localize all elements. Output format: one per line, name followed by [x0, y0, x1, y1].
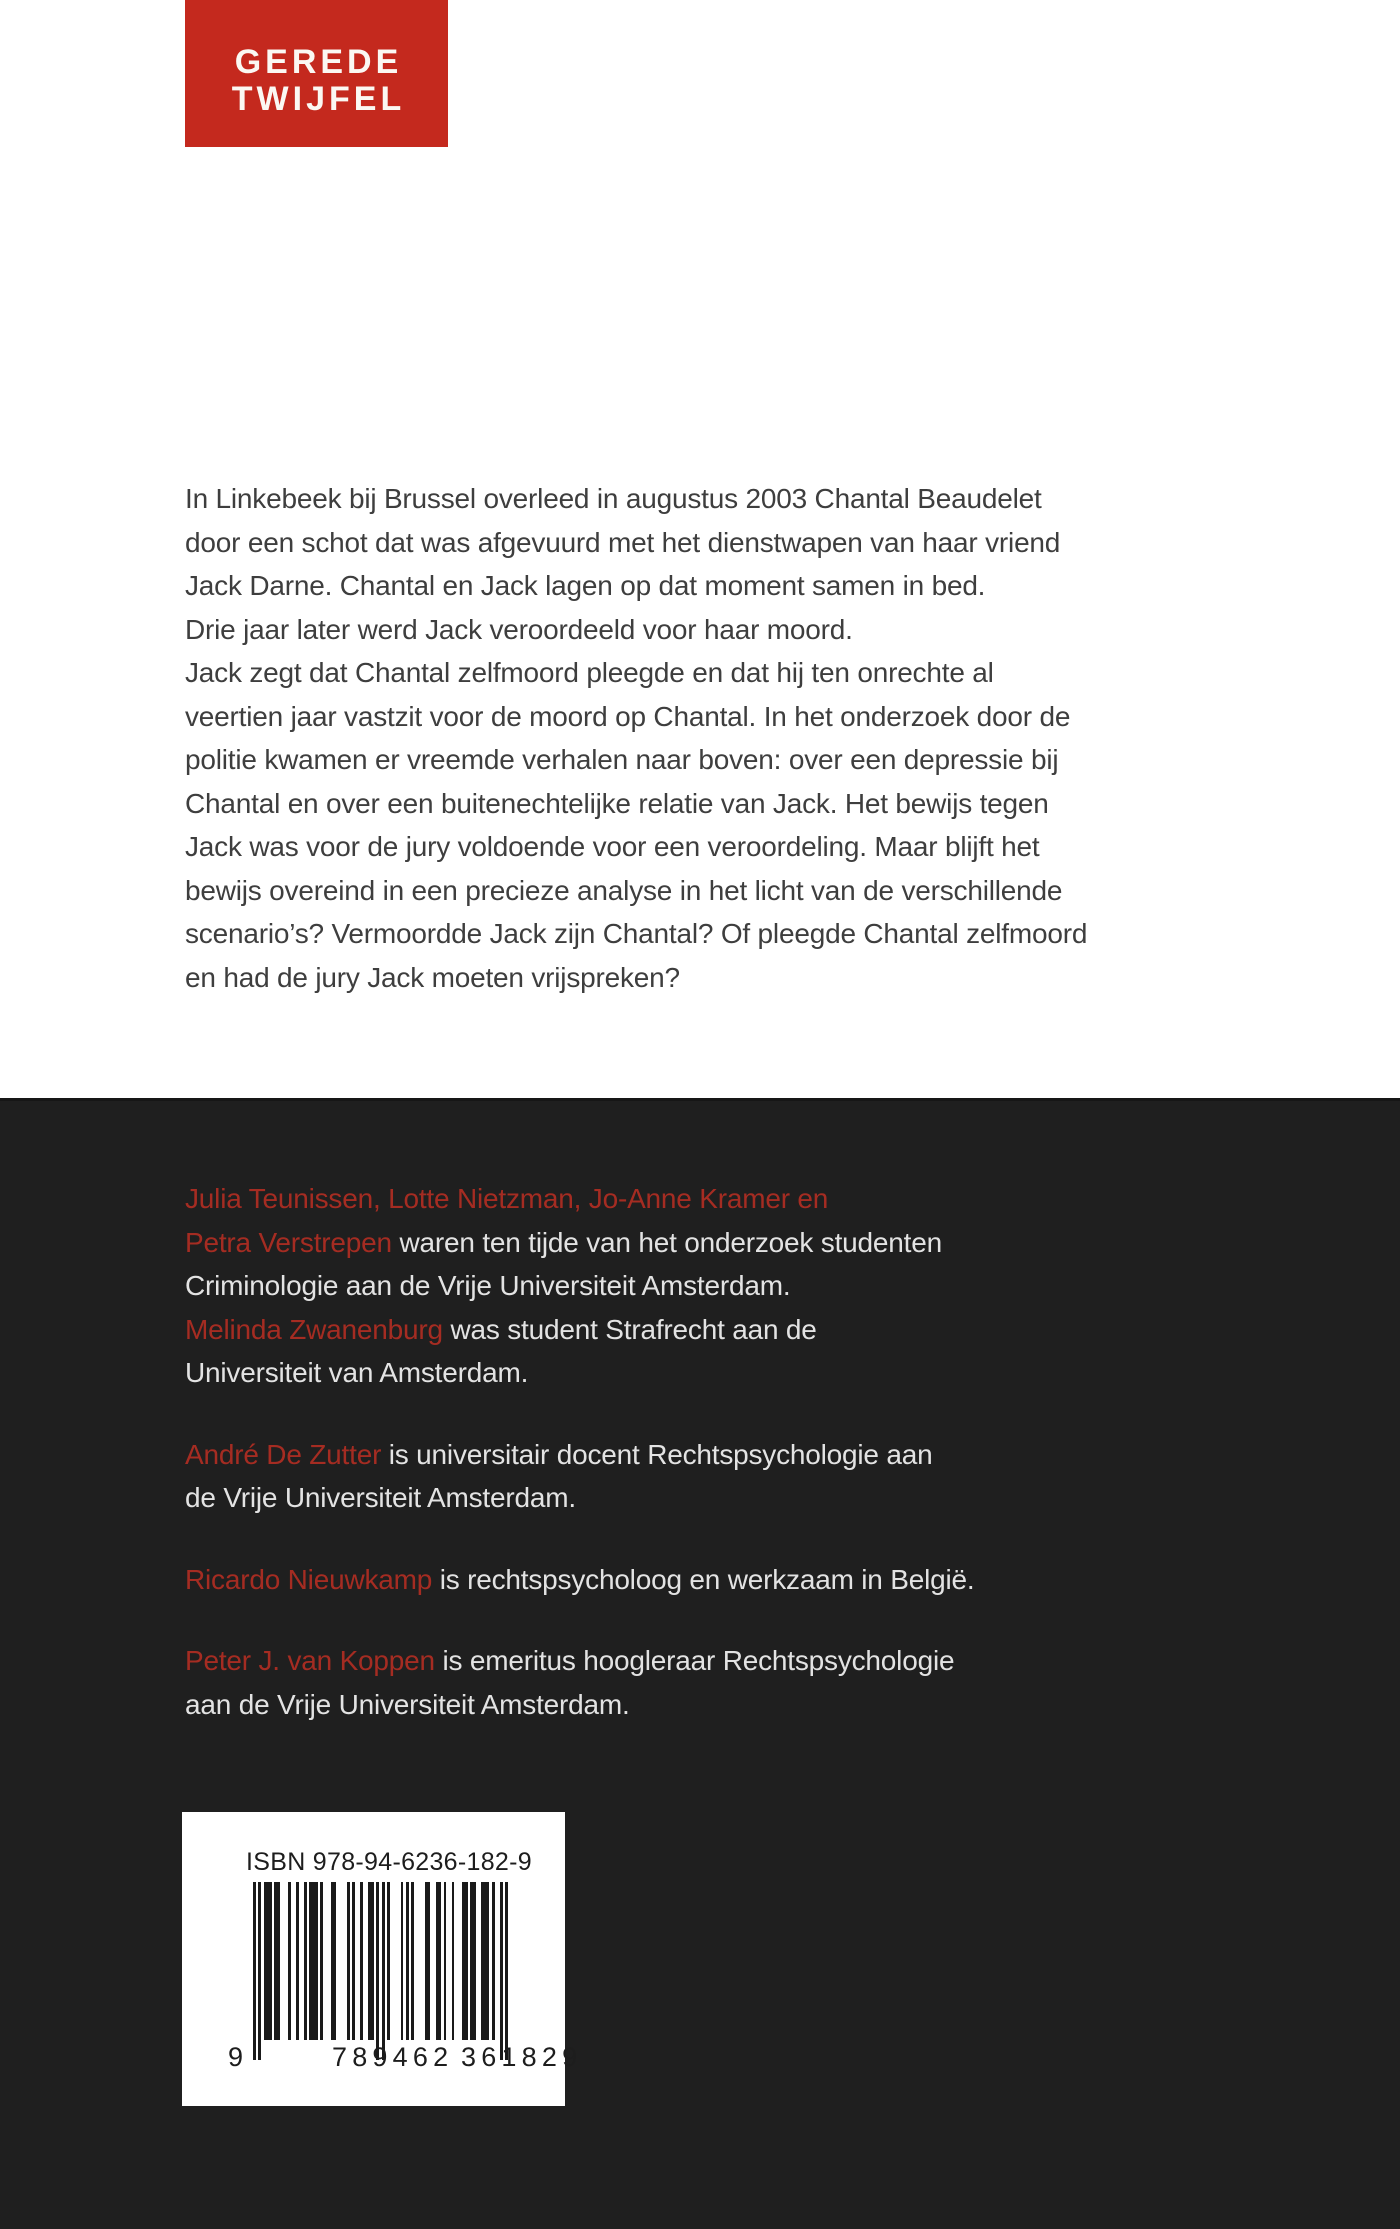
credit-text: Universiteit van Amsterdam.: [185, 1357, 529, 1388]
synopsis-line: Drie jaar later werd Jack veroordeeld voor haar moord.: [185, 613, 853, 645]
barcode-bar: [320, 1882, 323, 2040]
credits-line: [185, 1683, 1185, 1727]
barcode-bar: [505, 1882, 508, 2060]
logo-line-2: TWIJFEL: [231, 80, 406, 118]
barcode-bar: [371, 1882, 374, 2040]
synopsis-text: [185, 477, 1105, 999]
barcode-bar: [304, 1882, 307, 2040]
author-name: Peter J. van Koppen: [185, 1645, 435, 1676]
barcode-bar: [360, 1882, 363, 2040]
publisher-logo: [185, 0, 448, 147]
author-name: Julia Teunissen, Lotte Nietzman, Jo-Anne Kramer en: [185, 1183, 829, 1214]
barcode-bar: [444, 1882, 447, 2040]
barcode-digits-right-group: 361829: [461, 2042, 583, 2072]
barcode-bar: [288, 1882, 291, 2040]
barcode-bar: [382, 1882, 385, 2060]
barcode-bar: [269, 1882, 272, 2040]
barcode-bar: [452, 1882, 455, 2040]
barcode-bar: [253, 1882, 256, 2060]
isbn-label: ISBN 978-94-6236-182-9: [246, 1848, 532, 1876]
barcode-bar: [411, 1882, 414, 2040]
barcode-bar: [500, 1882, 503, 2060]
barcode-bar: [473, 1882, 476, 2040]
barcode-bar: [438, 1882, 441, 2040]
synopsis-line: bewijs overeind in een precieze analyse in het licht van de verschillende: [185, 874, 1063, 906]
author-name: André De Zutter: [185, 1438, 382, 1470]
credits-line: [185, 1433, 1185, 1477]
barcode-bar: [376, 1882, 379, 2060]
barcode-bar: [258, 1882, 261, 2060]
credit-text: is universitair docent Rechtspsychologie aan: [381, 1438, 933, 1470]
credits-line: [185, 1264, 1185, 1308]
ean13-barcode: [253, 1882, 508, 2060]
barcode-bar: [352, 1882, 355, 2040]
credits-line: [185, 1221, 1185, 1265]
barcode-bar: [277, 1882, 280, 2040]
barcode-digit-lead: 9: [228, 2042, 244, 2072]
barcode-bar: [492, 1882, 495, 2040]
credit-text: waren ten tijde van het onderzoek studenten: [391, 1226, 942, 1258]
synopsis-line: Jack zegt dat Chantal zelfmoord pleegde en dat hij ten onrechte al: [185, 657, 994, 688]
barcode-bar: [315, 1882, 318, 2040]
credit-text: was student Strafrecht aan de: [442, 1313, 817, 1345]
credits-line: [185, 1558, 1185, 1602]
barcode-digits-left-group: 789462: [332, 2042, 454, 2072]
synopsis-line: Jack was voor de jury voldoende voor een veroordeling. Maar blijft het: [185, 831, 1040, 862]
synopsis-line: Jack Darne. Chantal en Jack lagen op dat moment samen in bed.: [185, 570, 986, 601]
synopsis-line: Chantal en over een buitenechtelijke relatie van Jack. Het bewijs tegen: [185, 787, 1049, 819]
barcode-bar: [387, 1882, 390, 2040]
credits-paragraph: [185, 1639, 1185, 1726]
credit-text: Criminologie aan de Vrije Universiteit Amsterdam.: [185, 1270, 791, 1301]
credits-line: [185, 1177, 1185, 1221]
barcode-bar: [401, 1882, 404, 2040]
barcode-bar: [406, 1882, 409, 2040]
credits-section: [185, 1177, 1185, 1726]
credits-line: [185, 1351, 1185, 1395]
author-name: Petra Verstrepen: [185, 1226, 392, 1258]
credit-text: aan de Vrije Universiteit Amsterdam.: [185, 1688, 630, 1720]
isbn-barcode-panel: [182, 1812, 583, 2106]
credit-text: de Vrije Universiteit Amsterdam.: [185, 1482, 576, 1513]
credit-text: is emeritus hoogleraar Rechtspsychologie: [434, 1645, 955, 1676]
synopsis-line: scenario’s? Vermoordde Jack zijn Chantal? Of pleegde Chantal zelfmoord: [185, 918, 1088, 949]
credits-line: [185, 1476, 1185, 1520]
barcode-bar: [427, 1882, 430, 2040]
credit-text: is rechtspsycholoog en werkzaam in België.: [432, 1563, 975, 1595]
barcode-bar: [296, 1882, 299, 2040]
synopsis-line: door een schot dat was afgevuurd met het dienstwapen van haar vriend: [185, 526, 1061, 558]
credits-paragraph: [185, 1558, 1185, 1602]
credits-paragraph: [185, 1433, 1185, 1520]
barcode-bar: [487, 1882, 490, 2040]
synopsis-line: In Linkebeek bij Brussel overleed in augustus 2003 Chantal Beaudelet: [185, 483, 1042, 514]
author-name: Ricardo Nieuwkamp: [185, 1563, 433, 1595]
synopsis-line: veertien jaar vastzit voor de moord op Chantal. In het onderzoek door de: [185, 700, 1071, 732]
barcode-bar: [334, 1882, 337, 2040]
logo-line-1: GEREDE: [234, 43, 403, 81]
synopsis-line: politie kwamen er vreemde verhalen naar boven: over een depressie bij: [185, 744, 1059, 775]
synopsis-line: en had de jury Jack moeten vrijspreken?: [185, 961, 680, 993]
barcode-bar: [465, 1882, 468, 2040]
credits-line: [185, 1639, 1185, 1683]
lower-panel: [0, 1098, 1400, 2229]
credits-paragraph: [185, 1177, 1185, 1395]
credits-line: [185, 1308, 1185, 1352]
author-name: Melinda Zwanenburg: [185, 1313, 443, 1345]
barcode-bar: [347, 1882, 350, 2040]
